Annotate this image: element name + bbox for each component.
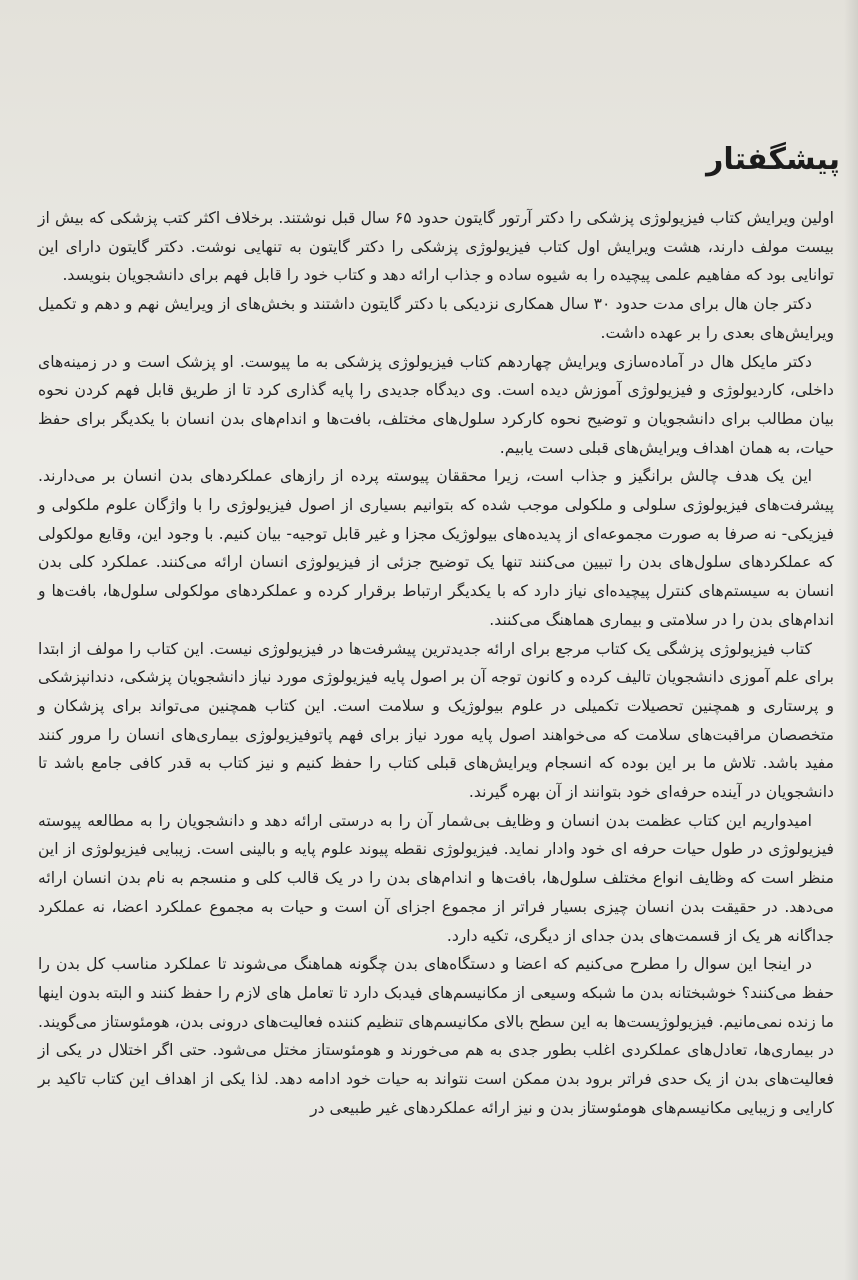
paragraph-3: دکتر مایکل هال در آماده‌سازی ویرایش چهاردهم کتاب فیزیولوژی پزشکی به ما پیوست. او پزشک است و در زمینه‌های داخلی، کاردیولوژی و فیزیولوژی آموزش دیده است. وی دیدگاه جدیدی را پایه گذاری کرد تا از طریق قابل فهم کردن نحوه بیان مطالب برای دانشجویان و توضیح نحوه کارکرد سلول‌های مختلف، بافت‌ها و اندام‌های بدن انسان با یکدیگر برای حفظ حیات، به همان اهداف ویرایش‌های قبلی دست یابیم. [38,352,834,457]
preface-body [38,204,834,1123]
chapter-title: پیشگفتار [706,142,840,177]
paragraph-4: این یک هدف چالش برانگیز و جذاب است، زیرا محققان پیوسته پرده از رازهای عملکردهای بدن انسان بر می‌دارند. پیشرفت‌های فیزیولوژی سلولی و ملکولی موجب شده که بتوانیم بسیاری از اصول فیزیولوژی را با واژگان علوم ملکولی و فیزیکی- نه صرفا به صورت مجموعه‌ای از پدیده‌های بیولوژیک مجزا و غیر قابل توجیه- بیان کنیم. با وجود این، وقایع مولکولی که عملکردهای سلول‌های بدن را تبیین می‌کنند تنها یک توضیح جزئی از فیزیولوژی انسان ارائه می‌کنند. عملکرد کلی بدن انسان به سیستم‌های کنترل پیچیده‌ای نیاز دارد که با یکدیگر ارتباط برقرار کرده و عملکردهای مولکولی سلول‌ها، بافت‌ها و اندام‌های بدن را در سلامتی و بیماری هماهنگ می‌کنند. [38,467,834,629]
paragraph-6: امیدواریم این کتاب عظمت بدن انسان و وظایف بی‌شمار آن را به درستی ارائه دهد و دانشجویان را به مطالعه پیوسته فیزیولوژی در طول حیات حرفه ای خود وادار نماید. فیزیولوژی نقطه پیوند علوم پایه و بالینی است. زیبایی فیزیولوژی از این منظر است که وظایف انواع مختلف سلول‌ها، بافت‌ها و اندام‌های بدن را در یک قالب کلی و منسجم به نام بدن انسان ارائه می‌دهد. در حقیقت بدن انسان چیزی بسیار فراتر از مجموع اجزای آن است و حیات به مجموع عملکرد اعضا، نه عملکرد جداگانه هر یک از قسمت‌های بدن جدای از دیگری، تکیه دارد. [38,811,834,945]
paragraph-2: دکتر جان هال برای مدت حدود ۳۰ سال همکاری نزدیکی با دکتر گایتون داشتند و بخش‌های از ویرایش نهم و دهم و تکمیل ویرایش‌های بعدی را بر عهده داشت. [38,295,834,342]
paragraph-1: اولین ویرایش کتاب فیزیولوژی پزشکی را دکتر آرتور گایتون حدود ۶۵ سال قبل نوشتند. برخلاف اکثر کتب پزشکی که بیش از بیست مولف دارند، هشت ویرایش اول کتاب فیزیولوژی پزشکی را دکتر گایتون به تنهایی نوشت. دکتر گایتون دارای این توانایی بود که مفاهیم علمی پیچیده را به شیوه ساده و جذاب ارائه دهد و کتاب خود را قابل فهم برای دانشجویان بنویسد. [38,209,834,285]
paragraph-7: در اینجا این سوال را مطرح می‌کنیم که اعضا و دستگاه‌های بدن چگونه هماهنگ می‌شوند تا عملکرد مناسب کل بدن را حفظ می‌کنند؟ خوشبختانه بدن ما شبکه وسیعی از مکانیسم‌های فیدبک دارد تا تعامل های لازم را حفظ کنند و البته بدون اینها ما زنده نمی‌مانیم. فیزیولوژیست‌ها به این سطح بالای مکانیسم‌های تنظیم کننده فعالیت‌های درونی بدن، هومئوستاز می‌گویند. در بیماری‌ها، تعادل‌های عملکردی اغلب بطور جدی به هم می‌خورند و هومئوستاز مختل می‌شود. حتی اگر اختلال در یکی از فعالیت‌های بدن از یک حدی فراتر برود بدن ممکن است نتواند به حیات خود ادامه دهد. لذا یکی از اهداف این کتاب تاکید بر کارایی و زیبایی مکانیسم‌های هومئوستاز بدن و نیز ارائه عملکردهای غیر طبیعی در [38,955,834,1117]
paragraph-5: کتاب فیزیولوژی پزشگی یک کتاب مرجع برای ارائه جدیدترین پیشرفت‌ها در فیزیولوژی نیست. این کتاب را مولف از ابتدا برای علم آموزی دانشجویان تالیف کرده و کانون توجه آن بر اصول پایه فیزیولوژی مورد نیاز دانشجویان پزشکی، دندانپزشکی و پرستاری و همچنین تحصیلات تکمیلی در علوم بیولوژیک و سلامت است. این کتاب همچنین می‌تواند برای پزشکان و متخصصان مراقبت‌های سلامت که می‌خواهند اصول پایه مورد نیاز برای فهم پاتوفیزیولوژی بیماری‌های انسان را مرور کنند مفید باشد. تلاش ما بر این بوده که انسجام ویرایش‌های قبلی کتاب را حفظ کنیم و نیز کتاب به قدر کافی جامع باشد تا دانشجویان در آینده حرفه‌ای خود بتوانند از آن بهره گیرند. [38,639,834,802]
page-edge-shadow [844,0,858,1280]
